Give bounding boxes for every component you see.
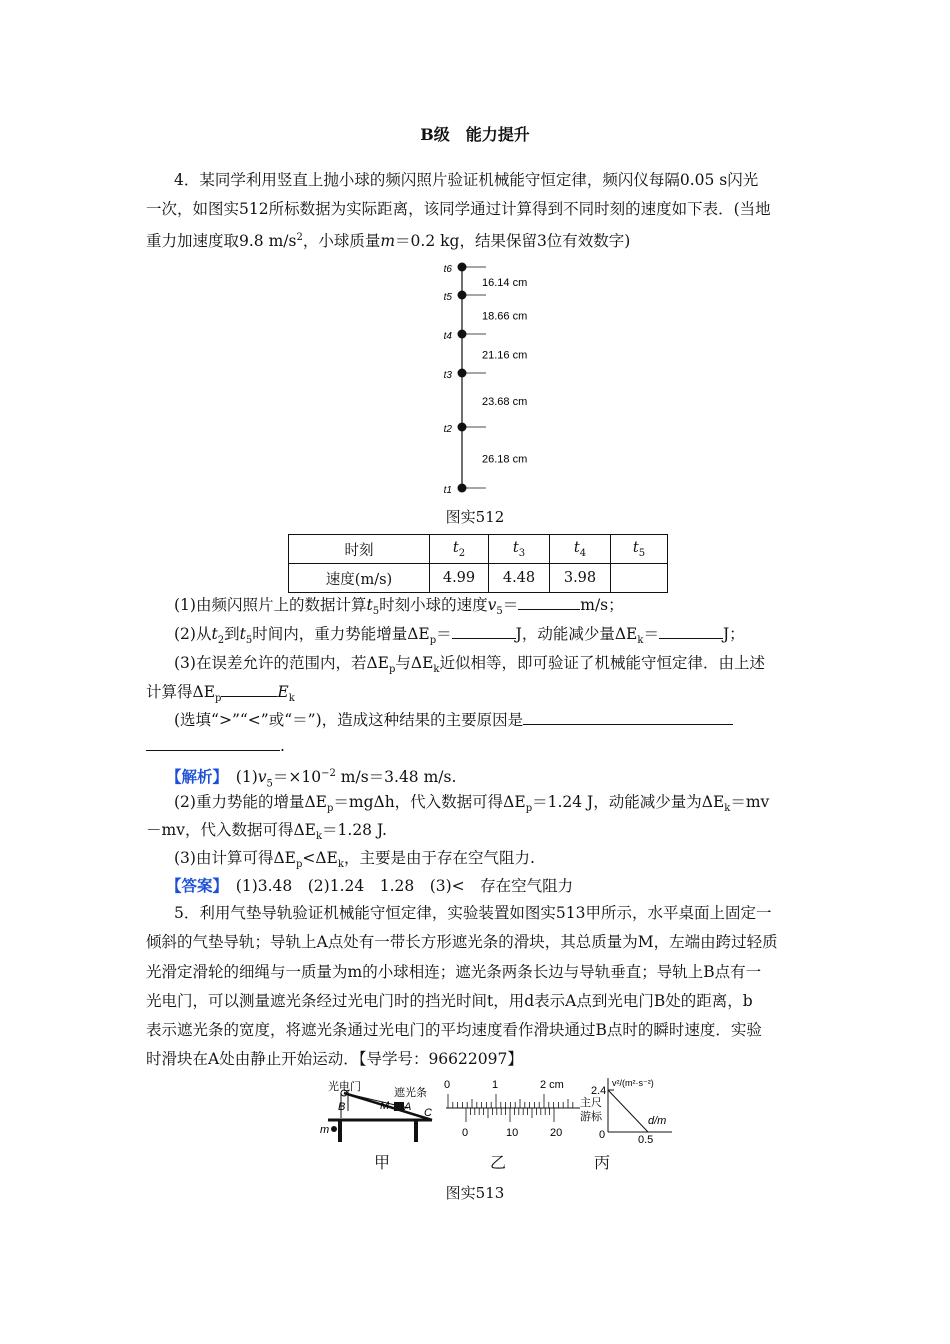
bing-x-value: 0.5 (638, 1134, 654, 1146)
ball-t2 (458, 423, 467, 432)
table-speed-t2: 4.99 (430, 564, 489, 593)
q4-part-3: (3)在误差允许的范围内，若$\Delta E_p$与$\Delta E_k$近似相等，即可验证了机械能守恒定律．由上述 (174, 654, 765, 676)
fig513-apparatus (308, 1076, 678, 1148)
answer-line: 【答案】 (1)3.48 (2)1.24 1.28 (3)< 存在空气阻力 (166, 876, 574, 895)
main-tick-2: 2 cm (540, 1079, 564, 1091)
answer-label: 【答案】 (166, 876, 221, 895)
fig512-strobe-diagram (440, 255, 560, 500)
label-t3: t3 (443, 370, 452, 381)
q4-part-2: (2)从$t_2$到$t_5$时间内，重力势能增量$\Delta E_p= J$，动能减少量$\Delta E_k= J$； (174, 625, 745, 647)
q4-part-1: (1)由频闪照片上的数据计算$t_5$时刻小球的速度$v_5= m/s$； (174, 596, 624, 618)
slider-block (394, 1102, 404, 1111)
bing-origin: 0 (599, 1129, 606, 1141)
table-time-t4: $t_4$ (550, 535, 611, 564)
vernier-tick-0: 0 (462, 1127, 469, 1139)
jia-m-label: m (320, 1124, 330, 1136)
main-scale-label: 主尺 (580, 1097, 602, 1109)
main-tick-1: 1 (492, 1079, 499, 1091)
jia-gate-label: 光电门 (328, 1081, 361, 1093)
solution-line-1: 【解析】 $(1)v_5=\times 10^{-2}$ m/s＝3.48 m/s. (166, 767, 457, 790)
solution-line-3: －mv，代入数据可得$\Delta E_k=1.28$ J. (146, 821, 387, 843)
vernier-label: 游标 (580, 1111, 602, 1123)
q5-line-5: 表示遮光条的宽度，将遮光条通过光电门的平均速度看作滑块通过B点时的瞬时速度．实验 (146, 1021, 762, 1039)
fig513-jia (320, 1079, 432, 1142)
blank-delta-ep[interactable] (452, 624, 516, 639)
label-t4: t4 (443, 331, 452, 342)
q5-line-1: 5．利用气垫导轨验证机械能守恒定律，实验装置如图实513甲所示，水平桌面上固定一 (174, 904, 772, 922)
jia-C-label: C (424, 1107, 432, 1119)
distance-4: 26.18 cm (482, 453, 528, 466)
table-row-label: 速度(m/s) (289, 564, 430, 593)
distance-0: 16.14 cm (482, 277, 528, 289)
label-t6: t6 (443, 264, 452, 275)
vernier-tick-10: 10 (506, 1127, 519, 1139)
label-t1: t1 (443, 485, 452, 496)
label-jia: 甲 (374, 1153, 391, 1172)
q4-part-3-line-3: (选填“>”“<”或“＝”)，造成这种结果的主要原因是 (174, 710, 733, 730)
jia-M-label: M (380, 1100, 390, 1112)
table-time-t3: $t_3$ (489, 535, 550, 564)
blank-delta-ek[interactable] (659, 624, 723, 639)
hanging-ball (331, 1126, 337, 1132)
bing-y-label: v²/(m²·s⁻²) (612, 1078, 654, 1088)
table-speed-t5 (611, 564, 668, 593)
ball-t3 (458, 369, 467, 378)
q4-part-3-line-4: . (146, 736, 285, 756)
bing-y-value: 2.4 (591, 1085, 607, 1097)
ball-t4 (458, 330, 467, 339)
solution-line-2: (2)重力势能的增量$\Delta E_p=mg\Delta h$，代入数据可得$\Delta E_p=1.24$ J，动能减少量为$\Delta E_k=mv$ (174, 793, 770, 815)
q4-line-3: 重力加速度取9.8 $m/s^2$，小球质量m＝0.2 kg，结果保留3位有效数字) (146, 232, 631, 251)
distance-3: 23.68 cm (482, 396, 528, 408)
speed-table (288, 534, 668, 593)
label-yi: 乙 (490, 1153, 507, 1172)
q5-line-3: 光滑定滑轮的细绳与一质量为m的小球相连；遮光条两条长边与导轨垂直；导轨上B点有一 (146, 963, 762, 981)
section-title: B级 能力提升 (420, 125, 530, 144)
q4-part-3-line-2: 计算得$\Delta E_p$ $E_k$ (146, 683, 295, 705)
fig512-caption: 图实512 (445, 508, 505, 526)
table-speed-t3: 4.48 (489, 564, 550, 593)
table-time-t5: $t_5$ (611, 535, 668, 564)
blank-compare[interactable] (221, 682, 277, 697)
fig513-bing (591, 1078, 672, 1146)
fig513-yi (444, 1079, 606, 1141)
q5-line-6: 时滑块在A处由静止开始运动．【导学号：96622097】 (146, 1050, 523, 1068)
table-speed-t4: 3.98 (550, 564, 611, 593)
bing-x-label: d/m (648, 1115, 667, 1127)
blank-reason[interactable] (523, 710, 733, 725)
blank-v5[interactable] (518, 595, 580, 610)
solution-label: 【解析】 (166, 767, 221, 787)
q5-line-2: 倾斜的气垫导轨；导轨上A点处有一带长方形遮光条的滑块，其总质量为M，左端由跨过轻质 (146, 933, 778, 951)
jia-A-label: A (404, 1101, 412, 1113)
table-header-label: 时刻 (289, 535, 430, 564)
ball-t1 (458, 484, 467, 493)
q5-line-4: 光电门，可以测量遮光条经过光电门时的挡光时间t，用d表示A点到光电门B处的距离，b (146, 992, 753, 1010)
ball-t6 (458, 263, 467, 272)
main-tick-0: 0 (444, 1079, 451, 1091)
bing-line (608, 1090, 648, 1132)
jia-B-label: B (338, 1101, 346, 1113)
blank-reason-cont[interactable] (146, 736, 280, 751)
label-t2: t2 (443, 424, 452, 435)
label-t5: t5 (443, 292, 452, 303)
ball-t5 (458, 291, 467, 300)
fig513-caption: 图实513 (445, 1184, 505, 1202)
table-time-t2: $t_2$ (430, 535, 489, 564)
distance-2: 21.16 cm (482, 349, 528, 362)
q4-line-2: 一次，如图实512所标数据为实际距离，该同学通过计算得到不同时刻的速度如下表．(当地 (146, 200, 771, 218)
vernier-tick-20: 20 (550, 1127, 563, 1139)
distance-1: 18.66 cm (482, 310, 528, 323)
q4-line-1: 4．某同学利用竖直上抛小球的频闪照片验证机械能守恒定律，频闪仪每隔0.05 s闪光 (174, 171, 759, 189)
solution-line-4: (3)由计算可得$\Delta E_p<\Delta E_k$，主要是由于存在空气阻力. (174, 849, 535, 871)
label-bing: 丙 (594, 1153, 611, 1172)
jia-strip-label: 遮光条 (394, 1087, 427, 1099)
